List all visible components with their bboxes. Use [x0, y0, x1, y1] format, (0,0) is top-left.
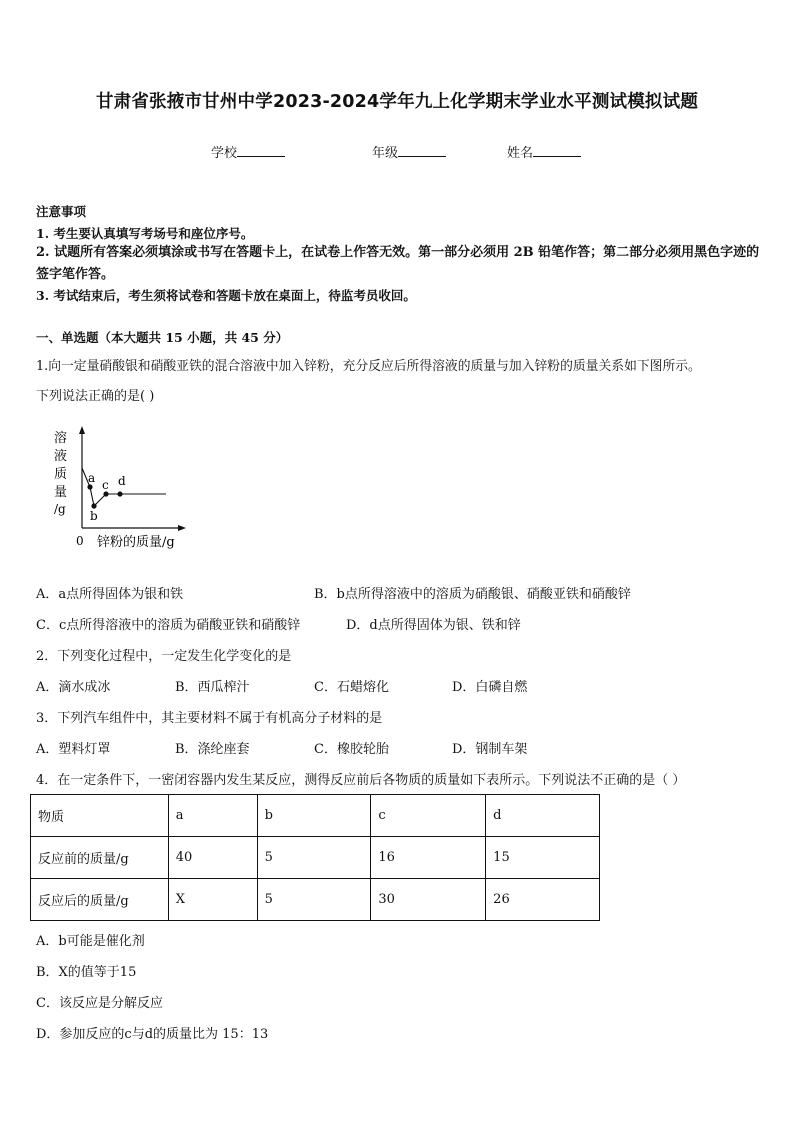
q3-option-a: A．塑料灯罩: [36, 742, 111, 757]
q3-option-d: D．钢制车架: [452, 742, 528, 757]
ylabel-char-4: 量: [54, 485, 68, 500]
school-blank: [237, 144, 285, 157]
notice-item-1: 1. 考生要认真填写考场号和座位序号。: [36, 226, 254, 241]
table-row: [31, 837, 600, 879]
point-d-label: d: [118, 474, 126, 488]
xlabel: 锌粉的质量/g: [97, 535, 175, 550]
q1-option-c: C．c点所得溶液中的溶质为硝酸亚铁和硝酸锌: [36, 618, 301, 633]
q2-option-d: D．白磷自燃: [452, 680, 528, 695]
ylabel-char-1: 溶: [54, 431, 68, 446]
table-cell: 15: [486, 837, 600, 879]
page-title: 甘肃省张掖市甘州中学2023-2024学年九上化学期末学业水平测试模拟试题: [95, 92, 699, 112]
q1-stem-line1: 1.向一定量硝酸银和硝酸亚铁的混合溶液中加入锌粉，充分反应后所得溶液的质量与加入锌粉的质量关系如下图所示。: [36, 359, 701, 374]
q4-option-c: C．该反应是分解反应: [36, 996, 163, 1011]
q3-option-c: C．橡胶轮胎: [314, 742, 389, 757]
q4-mass-table: [30, 794, 600, 921]
name-field: [507, 142, 581, 161]
q4-option-d: D．参加反应的c与d的质量比为 15：13: [36, 1027, 269, 1042]
q2-option-a: A．滴水成冰: [36, 680, 111, 695]
point-d-marker: [117, 491, 122, 496]
table-cell: 16: [371, 837, 486, 879]
table-cell: 反应前的质量/g: [31, 837, 169, 879]
y-axis-arrow: [79, 426, 85, 434]
grade-field: [372, 142, 446, 161]
q2-option-c: C．石蜡熔化: [314, 680, 389, 695]
q4-option-a: A．b可能是催化剂: [36, 934, 145, 949]
table-cell: 反应后的质量/g: [31, 879, 169, 921]
point-b-marker: [91, 503, 96, 508]
notice-item-3: 3. 考试结束后，考生须将试卷和答题卡放在桌面上，待监考员收回。: [36, 288, 416, 303]
q3-option-b: B．涤纶座套: [175, 742, 250, 757]
origin-label: 0: [76, 534, 84, 548]
school-label: 学校: [211, 146, 238, 161]
q1-option-b: B．b点所得溶液中的溶质为硝酸银、硝酸亚铁和硝酸锌: [314, 587, 631, 602]
grade-label: 年级: [372, 146, 399, 161]
table-cell: d: [486, 795, 600, 837]
table-cell: 物质: [31, 795, 169, 837]
x-axis-arrow: [178, 525, 186, 531]
q1-stem-line2: 下列说法正确的是( ): [36, 389, 155, 404]
notice-item-2: 2. 试题所有答案必须填涂或书写在答题卡上，在试卷上作答无效。第一部分必须用 2B 铅笔作答；第二部分必须用黑色字迹的签字笔作答。: [36, 245, 760, 282]
point-a-label: a: [88, 471, 96, 485]
table-cell: 26: [486, 879, 600, 921]
ylabel-char-2: 液: [54, 449, 68, 464]
ylabel-char-3: 质: [54, 467, 68, 482]
notice-heading: 注意事项: [36, 204, 87, 219]
table-cell: 30: [371, 879, 486, 921]
table-cell: a: [168, 795, 257, 837]
school-field: [211, 142, 285, 161]
point-c-marker: [103, 491, 108, 496]
table-cell: X: [168, 879, 257, 921]
q2-stem: 2．下列变化过程中，一定发生化学变化的是: [36, 649, 292, 664]
point-b-label: b: [90, 509, 98, 523]
q1-graph: [40, 418, 200, 558]
q4-stem: 4．在一定条件下，一密闭容器内发生某反应，测得反应前后各物质的质量如下表所示。下列说法不正确的是（ ）: [36, 773, 686, 788]
table-row: [31, 795, 600, 837]
q3-stem: 3．下列汽车组件中，其主要材料不属于有机高分子材料的是: [36, 711, 383, 726]
section-heading: 一、单选题（本大题共 15 小题，共 45 分）: [36, 330, 289, 345]
grade-blank: [398, 144, 446, 157]
name-label: 姓名: [507, 146, 534, 161]
q1-option-d: D．d点所得固体为银、铁和锌: [346, 618, 521, 633]
name-blank: [533, 144, 581, 157]
table-cell: 40: [168, 837, 257, 879]
table-row: [31, 879, 600, 921]
ylabel-char-5: /g: [54, 502, 66, 516]
table-cell: b: [257, 795, 371, 837]
table-cell: 5: [257, 879, 371, 921]
q1-option-a: A．a点所得固体为银和铁: [36, 587, 184, 602]
q2-option-b: B．西瓜榨汁: [175, 680, 250, 695]
point-a-marker: [87, 484, 92, 489]
table-cell: 5: [257, 837, 371, 879]
q4-option-b: B．X的值等于15: [36, 965, 137, 980]
table-cell: c: [371, 795, 486, 837]
point-c-label: c: [102, 478, 109, 492]
